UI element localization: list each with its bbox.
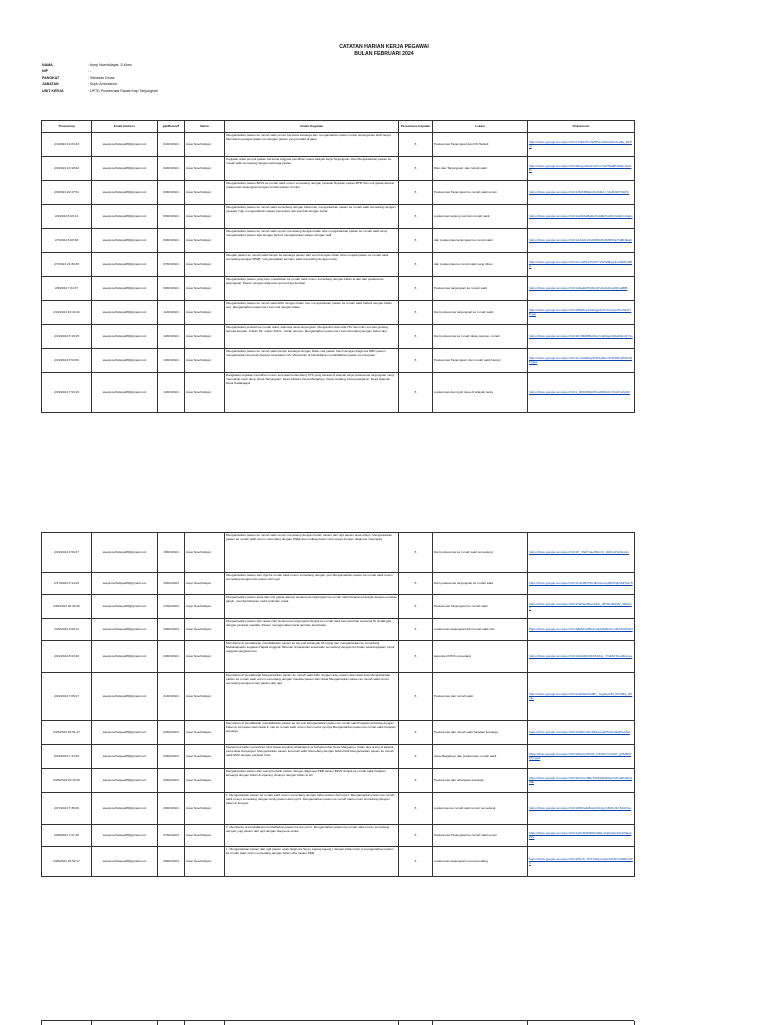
location-cell: Puskesmas Tanjungsari ke rumah sakit — [433, 595, 528, 619]
date-cell: 21/02/2024 — [158, 673, 185, 721]
table-row — [42, 673, 635, 721]
documentation-link[interactable]: https://drive.google.com/open?id=14GeEhHQ3rpQIVdsKu6rvaXjfmqBfB — [529, 285, 628, 290]
email-cell: asepnoerhidayat05@gmail.com — [92, 769, 158, 793]
percentage-cell: 5 — [399, 277, 433, 301]
name-cell: Asep Noerhidayat, — [185, 641, 225, 673]
timestamp-cell: 2/12/2024 16:10:41 — [42, 301, 92, 325]
email-cell: asepnoerhidayat05@gmail.com — [92, 793, 158, 825]
timestamp-cell: 2/25/2024 20:11:03 — [42, 769, 92, 793]
description-cell: Membantu di pendaftaran mendaftarkan pasien ke tpp poli Mengantarkan pasien ke rumah sakit harapan keluarga dengan bidan ai siti pasien dari rawat in nap ke rumah sakit umum dan mama nyonya Mengantarkan pasien ke rumah sakit harapan keluarga — [225, 721, 399, 745]
documentation-link[interactable]: https://drive.google.com/open?id=1EVgnx6G47aTnmmVHKiaBfvfRbuJbsOPi — [529, 163, 632, 172]
documentation-link[interactable]: https://drive.google.com/open?id=1qfVJW9IfDSbe9ELq7gFtwSoK9oPzEsaZsV — [529, 830, 632, 839]
location-cell: puskesmas tanjungsari dan rumah sakit nitu — [433, 619, 528, 641]
email-cell: asepnoerhidayat05@gmail.com — [92, 595, 158, 619]
percentage-cell: 5 — [399, 825, 433, 847]
percentage-cell: 5 — [399, 325, 433, 349]
table-row — [42, 595, 635, 619]
info-label: NAMA — [42, 63, 53, 67]
date-cell: 11/02/2024 — [158, 301, 185, 325]
percentage-cell: 5 — [399, 229, 433, 253]
date-cell: 02/02/2024 — [158, 157, 185, 181]
employee-info — [42, 62, 158, 94]
location-cell: Puskesmas Tanjungsari ke rumah sakit umum — [433, 825, 528, 847]
email-cell: asepnoerhidayat05@gmail.com — [92, 373, 158, 413]
email-cell: asepnoerhidayat05@gmail.com — [92, 673, 158, 721]
date-cell: 27/02/2024 — [158, 825, 185, 847]
percentage-cell: 5 — [399, 253, 433, 277]
description-cell: Rangkaian kegiatan pemilihan umum serentak berlambang TPS yang berada di wilayah kerja puskesmas tanjungsari yang mencakup tujuh desa, Desa Tanjungsari, Desa Jatisari, Desa Margaluyu, Desa Gudang, Desa pasigaron, Desa Gijanda, Desa Kadakajaya — [225, 373, 399, 413]
location-cell: Puskesmas dan rumah sakit — [433, 673, 528, 721]
table-row — [42, 157, 635, 181]
location-cell: kapanian KPKS sumedang — [433, 641, 528, 673]
documentation-cell — [528, 595, 635, 619]
name-cell: Asep Noerhidayat, — [185, 133, 225, 157]
location-cell: Puskesmas Tanjungsari dan RS Harkell — [433, 133, 528, 157]
documentation-cell — [528, 229, 635, 253]
documentation-cell — [528, 573, 635, 595]
date-cell: 05/02/2024 — [158, 205, 185, 229]
table-row — [42, 769, 635, 793]
location-cell: desa Margaluyu dan puskesmas, rumah sakit — [433, 745, 528, 769]
table-row — [42, 847, 635, 877]
documentation-link[interactable]: https://drive.google.com/open?id=1jBZsCsPBnFo3jAlbf3Ed3YmRXPOP9Pd — [529, 626, 633, 631]
email-cell: asepnoerhidayat05@gmail.com — [92, 573, 158, 595]
email-cell: asepnoerhidayat05@gmail.com — [92, 745, 158, 769]
description-cell: Mengantarkan pasien yang baru melahirkan ke rumah sakit umum sumedang dengan bidan ai dan dari puskesmas tanjungsari. Pasien dengan diagnosis gemeli bayi kembar. — [225, 277, 399, 301]
name-cell: Asep Noerhidayat, — [185, 769, 225, 793]
documentation-link[interactable]: https://drive.google.com/open?id=1PxfMZDBwPuuYcqDIqgmF4a8dcnQY3u — [529, 333, 633, 338]
email-cell: asepnoerhidayat05@gmail.com — [92, 205, 158, 229]
name-cell: Asep Noerhidayat, — [185, 229, 225, 253]
description-cell: Mengantarkan pasien ke rumah sakit AMC dengan bidan mia, mengantarkan pasien ke rumah sakit harkell dengan bidan ami. Mengantarkan pasien ke rsud smd dengan bidan. — [225, 301, 399, 325]
name-cell: Asep Noerhidayat, — [185, 573, 225, 595]
location-cell: puskesmas tanjungsari rsud sumedang — [433, 847, 528, 877]
documentation-link[interactable]: https://drive.google.com/open?id=1IEQcyHKCR_U3V8ccYvvsF8_yjAMMXfQQ-gyA — [529, 751, 632, 760]
name-cell: Asep Noerhidayat, — [185, 847, 225, 877]
percentage-cell: 5 — [399, 721, 433, 745]
date-cell: 20/02/2024 — [158, 641, 185, 673]
next-page-table-edge — [41, 1020, 634, 1025]
description-cell: Mengantarkan pasien ke rumah sakit umum sumedang dengan bidan sihe mengantarkan pasien ke rumah sakit lendy mengantarkan pasien aga dengan fardow mengantarkan pasien dengan wali — [225, 229, 399, 253]
name-cell: Asep Noerhidayat, — [185, 301, 225, 325]
timestamp-cell: 2/2/2024 10:18:32 — [42, 157, 92, 181]
name-cell: Asep Noerhidayat, — [185, 181, 225, 205]
name-cell: Asep Noerhidayat, — [185, 825, 225, 847]
description-cell: 1. Mengantarkan pasien ke rumah sakit umum sumedang dengan bidan pasien dari ugd 2. Mengantarkan pasien ke rumah sakit umum sumedang dengan lendy pasien dari ugd 3. Mengantarkan pasien ke rumah sakit umum sumedang dengan bidan ai kenyani — [225, 793, 399, 825]
description-cell: Membantu di pendaftaran Mengantarkan pasien ke rumah sakit AMC dengan ada, pasien dari rawat inap Mengantarkan pasien ke rumah sakit umum sumedang dengan maulida pasien dari rawat Mengantarkan pasien ke rumah sakit umum sumedang dengan lendy pasien dari ugd — [225, 673, 399, 721]
description-cell: Mengantarkan pasien BPJS ke rumah sakit umum sumedang dengan perawat Rujukan pasien BHP dan unit gawat darurat puskesmas tanjungsari dengan kondisi pasien di infus — [225, 181, 399, 205]
documentation-link[interactable]: https://drive.google.com/open?id=1DvfrUchBeTcSZdqhWAauoVfnaRhuETqWE — [529, 775, 633, 784]
description-cell: Menjadi pasien ke rumah sakit hampir ke keluarga pasien dari worrd dengan bidan siha menjadi pasien ke rumah sakit sumedang dengan WWB, menyampaikan kemarin sakit sumedang dengan lendy. — [225, 253, 399, 277]
name-cell: Asep Noerhidayat, — [185, 745, 225, 769]
table-row — [42, 205, 635, 229]
documentation-cell — [528, 533, 635, 573]
date-cell: 07/02/2024 — [158, 253, 185, 277]
description-cell: Kegiatan antar jemput pasien bersama anggota pemilihan suara wilayah kerja Tanjungsari. Dan Mengantarkan pasien ke rumah sakit sumedang dengan keluarga pasien. — [225, 157, 399, 181]
documentation-link[interactable]: https://drive.google.com/open?id=1mDJ8DT5VJEVGGxuglMXfnjFMdf7tAY8 — [529, 580, 633, 585]
date-cell: 15/02/2024 — [158, 533, 185, 573]
documentation-link[interactable]: https://drive.google.com/open?id=1wi4bKaBgELPnA9ETvs0VOxnEXxUgEu — [529, 213, 633, 218]
documentation-cell — [528, 619, 635, 641]
header-location: Lokasi — [433, 121, 528, 133]
documentation-cell — [528, 133, 635, 157]
timestamp-cell: 2/23/2024 23:51:27 — [42, 721, 92, 745]
table-header-row — [42, 121, 635, 133]
documentation-link[interactable]: https://drive.google.com/open?id=1Hthfwp0FeUHLh_dPHbURtjNlV_0DNovY — [529, 601, 632, 610]
table-row — [42, 301, 635, 325]
table-row — [42, 721, 635, 745]
percentage-cell: 5 — [399, 673, 433, 721]
email-cell: asepnoerhidayat05@gmail.com — [92, 157, 158, 181]
description-cell: Mengantarkan pasien ke rumah sakit umum bersama keluarga dan mengantarkan pasien untuk penanganan lebih lanjut. Membantu petugas dalam menangani pasien yang berada di jalan. — [225, 133, 399, 157]
timestamp-cell: 2/28/2024 23:52:17 — [42, 847, 92, 877]
timestamp-cell: 2/14/2024 5:54:50 — [42, 349, 92, 373]
documentation-cell — [528, 769, 635, 793]
info-value: : Sebasan Dinas — [88, 75, 115, 80]
percentage-cell: 5 — [399, 641, 433, 673]
employee-info-row — [42, 88, 158, 94]
date-cell: 19/02/2024 — [158, 619, 185, 641]
name-cell: Asep Noerhidayat, — [185, 533, 225, 573]
percentage-cell: 5 — [399, 619, 433, 641]
timestamp-cell: 2/21/2024 8:03:46 — [42, 641, 92, 673]
page-2 — [0, 532, 768, 1024]
info-value: : - — [88, 69, 92, 74]
name-cell: Asep Noerhidayat, — [185, 349, 225, 373]
info-label: PANGKAT — [42, 75, 60, 80]
description-cell: Mengantarkan pasien ke rumah sakit hampir keluarga dengan bidan nita pasien hamil dengan diagnosa DBD pasien mengantarkan kerumah Jamiam kesehatan rsh. Membantu di pendaftaran mendaftarkan pasien ke komputer — [225, 349, 399, 373]
documentation-cell — [528, 373, 635, 413]
location-cell: Puskesmas tanjungsari ke rumah sakit — [433, 277, 528, 301]
percentage-cell: 5 — [399, 373, 433, 413]
location-cell: Dari puskesmas tanjungsari ke rumah sakit — [433, 301, 528, 325]
location-cell: dari puskesmas ke rumah sakit yang dituju — [433, 253, 528, 277]
timestamp-cell: 2/15/2024 7:53:16 — [42, 373, 92, 413]
documentation-cell — [528, 181, 635, 205]
description-cell: Mengantarkan pasien dan rawat inap puskesmas tanjungsari dirujuk ke rumah sakit kemoterahan bersama Di Gudangka dengan perawat maulida. Pasien menggunakan kartu jaminan kesehatan — [225, 619, 399, 641]
table-row — [42, 573, 635, 595]
documentation-link[interactable]: https://drive.google.com/open?id=1_l9KDFBdpPKwd6RlL0nYFqXYvZA9X — [529, 389, 630, 394]
page-1 — [0, 0, 768, 468]
date-cell: 06/02/2024 — [158, 229, 185, 253]
documentation-cell — [528, 349, 635, 373]
header-percentage: Persentase Capaian — [399, 121, 433, 133]
table-row — [42, 793, 635, 825]
percentage-cell: 5 — [399, 133, 433, 157]
description-cell: Mengantarkan pasien dan ruang bersalin pasien dengan diagnosa PEB pasien BPJS dirujuk ke rumah sakit harapan keluarga dengan bidan di sipasing clinanye dengan bidan ai siti — [225, 769, 399, 793]
info-value: : Supir Ambulance — [88, 82, 118, 87]
documentation-cell — [528, 721, 635, 745]
location-cell: Rian dan Tanjungsari, dan rumah sakit — [433, 157, 528, 181]
table-row — [42, 641, 635, 673]
timestamp-cell: 2/18/2024 20:29:46 — [42, 595, 92, 619]
date-cell: 01/02/2024 — [158, 133, 185, 157]
documentation-cell — [528, 825, 635, 847]
timestamp-cell: 2/3/2024 20:47:51 — [42, 181, 92, 205]
activity-table — [41, 120, 635, 413]
table-row — [42, 349, 635, 373]
percentage-cell: 5 — [399, 847, 433, 877]
date-cell: 28/02/2024 — [158, 847, 185, 877]
name-cell: Asep Noerhidayat, — [185, 205, 225, 229]
description-cell: 1. Mengantarkan pasien dari ugd pasien anak diagnosa Step ( kejang kejang ) dengan bidan intan 2.mengantarkan pasien ke rumah sakit umum sumedang dengan bidan siha pasien PEB — [225, 847, 399, 877]
table-row — [42, 277, 635, 301]
email-cell: asepnoerhidayat05@gmail.com — [92, 277, 158, 301]
date-cell: 25/02/2024 — [158, 769, 185, 793]
timestamp-cell: 2/22/2024 7:05:27 — [42, 673, 92, 721]
percentage-cell: 5 — [399, 745, 433, 769]
email-cell: asepnoerhidayat05@gmail.com — [92, 301, 158, 325]
header-timestamp: Timestamp — [42, 121, 92, 133]
name-cell: Asep Noerhidayat, — [185, 253, 225, 277]
description-cell: Mengantarkan pasien ke rumah sakit umum sumedang dengan bersih pasien dari ugd pasien anak effays. Mengantarkan pasien ke rumah sakit umum sumedang dengan Wafik dan mutkaa pasien dari sesap dengan diagnosa meningitis — [225, 533, 399, 573]
activity-table-continued — [41, 532, 635, 877]
date-cell: 13/02/2024 — [158, 349, 185, 373]
info-label: JABATAN — [42, 82, 59, 87]
percentage-cell: 5 — [399, 181, 433, 205]
email-cell: asepnoerhidayat05@gmail.com — [92, 253, 158, 277]
info-label: UNIT KERJA — [42, 88, 64, 93]
percentage-cell: 5 — [399, 533, 433, 573]
header-documentation: Dokumensi — [528, 121, 635, 133]
documentation-link[interactable]: https://drive.google.com/open?id=1iL0Adlnr4VAiRWrDNIMRMhoTlaBNEqQ — [529, 237, 632, 242]
header-email: Email Address — [92, 121, 158, 133]
timestamp-cell: 2/13/2024 5:16:25 — [42, 325, 92, 349]
description-cell: Membantu di pendaftaran mendaftarkan pasien ke tpp poli sebanyak 35 orang dan mengantarkan ke sumedang Melaksanakan kegiatan Hapak Anggota Tahunan di kapanian kesehatan sumedang dengan ibu bidan pelantingkatan mpok anggota pangantonom — [225, 641, 399, 673]
location-cell: Puskesmas dan rsharapan keluarga — [433, 769, 528, 793]
percentage-cell: 5 — [399, 793, 433, 825]
timestamp-cell: 2/1/2024 10:23:33 — [42, 133, 92, 157]
location-cell: Dari puskesmas ke rumah duka, kenpan, rumah — [433, 325, 528, 349]
date-cell: 12/02/2024 — [158, 325, 185, 349]
documentation-cell — [528, 673, 635, 721]
percentage-cell: 5 — [399, 595, 433, 619]
name-cell: Asep Noerhidayat, — [185, 673, 225, 721]
percentage-cell: 5 — [399, 573, 433, 595]
documentation-cell — [528, 277, 635, 301]
date-cell: 22/02/2024 — [158, 721, 185, 745]
documentation-cell — [528, 253, 635, 277]
documentation-link[interactable]: https://drive.google.com/open?id=1KBrfavEfbwqcSCcjjyG5bKUfLYMmFGu — [529, 805, 632, 810]
date-cell: 26/02/2024 — [158, 793, 185, 825]
email-cell: asepnoerhidayat05@gmail.com — [92, 641, 158, 673]
table-row — [42, 253, 635, 277]
percentage-cell: 5 — [399, 301, 433, 325]
percentage-cell: 5 — [399, 769, 433, 793]
location-cell: Puskesmas dan rumah sakit harapan keluarga — [433, 721, 528, 745]
documentation-link[interactable]: https://drive.google.com/open?id=1mmdNIwThGPYVFHeBhgL1ouMMrhu8fG — [529, 259, 633, 268]
header-description: Uraian Kegiatan — [225, 121, 399, 133]
email-cell: asepnoerhidayat05@gmail.com — [92, 721, 158, 745]
percentage-cell: 5 — [399, 157, 433, 181]
date-cell: 08/02/2024 — [158, 277, 185, 301]
location-cell: Dari puskesmas tanjungsari ke rumah sakit — [433, 573, 528, 595]
description-cell: Mengantarkan pasien anak dari unit gawat darurat puskesmas tanjungsari ke rumah sakit harapan keluarga dengan perawat gingin, memberitahukan mobil ambulan rusak — [225, 595, 399, 619]
documentation-cell — [528, 641, 635, 673]
table-row — [42, 619, 635, 641]
documentation-cell — [528, 301, 635, 325]
email-cell: asepnoerhidayat05@gmail.com — [92, 325, 158, 349]
timestamp-cell: 2/17/2024 5:14:23 — [42, 573, 92, 595]
documentation-cell — [528, 847, 635, 877]
timestamp-cell: 2/28/2024 7:21:48 — [42, 825, 92, 847]
documentation-link[interactable]: https://drive.google.com/open?id=1s2f4S2XCaBY_GqyEyCiM_5zHzBA_KKuLy — [529, 691, 633, 700]
email-cell: asepnoerhidayat05@gmail.com — [92, 825, 158, 847]
document-title: CATATAN HARIAN KERJA PEGAWAI — [339, 44, 429, 50]
description-cell: Mengantarkan pasien dari Ugd ke rumah sakit umum sumedang dengan yeni Mengantarkan pasien ke rumah sakit umum sumedang dengan bite pasien dari ugd — [225, 573, 399, 595]
info-value: : Asep Noerhidayat, S.Kkes — [88, 63, 132, 67]
timestamp-cell: 2/16/2024 4:56:37 — [42, 533, 92, 573]
table-row — [42, 229, 635, 253]
timestamp-cell: 2/7/2024 21:30:38 — [42, 253, 92, 277]
location-cell: puskesmas tanjung sari dan rumah sakit — [433, 205, 528, 229]
percentage-cell: 5 — [399, 205, 433, 229]
timestamp-cell: 2/9/2024 7:32:07 — [42, 277, 92, 301]
table-row — [42, 825, 635, 847]
table-row — [42, 373, 635, 413]
documentation-cell — [528, 793, 635, 825]
documentation-cell — [528, 745, 635, 769]
info-label: NIP — [42, 69, 48, 74]
documentation-link[interactable]: https://drive.google.com/open?id=1P_3hiZYda-r5RmVl_zRtF1sHoNLsGn — [529, 549, 629, 554]
date-cell: 14/02/2024 — [158, 373, 185, 413]
date-cell: 24/02/2024 — [158, 745, 185, 769]
description-cell: Mengantarkan jenazah ke rumah duka, warnanti desa tanjungsari. Mengambil obat obat HIV dan infus set dari gudang farmasi kenpan. Cairan RL, cairan NACL, cairan asmine. Mengantarkan pasien ke rsud sumedang dengan bidan sihe — [225, 325, 399, 349]
percentage-cell: 5 — [399, 349, 433, 373]
location-cell: puskesmas dan tujuh desa di wilayah kerja — [433, 373, 528, 413]
location-cell: Puskesmas Tanjungsari ke rumah sakit umum — [433, 181, 528, 205]
date-cell: 16/02/2024 — [158, 573, 185, 595]
name-cell: Asep Noerhidayat, — [185, 277, 225, 301]
documentation-link[interactable]: https://drive.google.com/open?id=1mmtwEfIqp9vRSyBAmTt45HDzyP6HvRPQgA — [529, 355, 633, 364]
email-cell: asepnoerhidayat05@gmail.com — [92, 181, 158, 205]
documentation-link[interactable]: https://drive.google.com/open?id=1PSJ3_TFXTdsgUcsqfeh1p8mrN4RbxSPu — [529, 856, 633, 865]
location-cell: dari puskesmas tanjungsari ke rumah sakit — [433, 229, 528, 253]
email-cell: asepnoerhidayat05@gmail.com — [92, 229, 158, 253]
table-row — [42, 133, 635, 157]
location-cell: Puskesmas Tanjungsari, dan rumah sakit hampir — [433, 349, 528, 373]
timestamp-cell: 2/24/2024 7:34:39 — [42, 745, 92, 769]
documentation-link[interactable]: https://drive.google.com/open?id=1TxBbYFLiN25IVmvRxNoPw7xe8q_RTPnt — [529, 139, 632, 148]
email-cell: asepnoerhidayat05@gmail.com — [92, 619, 158, 641]
documentation-cell — [528, 205, 635, 229]
documentation-cell — [528, 157, 635, 181]
location-cell: puskesmas ke rumah sakit umum sumedang — [433, 793, 528, 825]
documentation-cell — [528, 325, 635, 349]
timestamp-cell: 2/20/2024 6:08:11 — [42, 619, 92, 641]
documentation-link[interactable]: https://drive.google.com/open?id=1RWZeLPGEagjsTeXcXJyrpp4HmfsD7YPzge — [529, 307, 632, 316]
description-cell: 1. Membantu di pendaftaran mendaftarkan pasien ke tpp poli 2. Mengantarkan pasien ke rumah sakit umum sumedang dengan yugi pasien dari ugd dengan diagnosa stroke — [225, 825, 399, 847]
document-subtitle: BULAN FEBRUARI 2024 — [354, 50, 414, 57]
name-cell: Asep Noerhidayat, — [185, 793, 225, 825]
info-value: : UPTD Puskesmas Rawat Inap Tanjungsari — [88, 88, 158, 93]
email-cell: asepnoerhidayat05@gmail.com — [92, 847, 158, 877]
email-cell: asepnoerhidayat05@gmail.com — [92, 533, 158, 573]
table-row — [42, 745, 635, 769]
timestamp-cell: 2/7/2024 8:48:38 — [42, 229, 92, 253]
documentation-link[interactable]: https://drive.google.com/open?id=1Q0Rm4fC4hDnu1olRTN4ca9g8zuL8iA — [529, 729, 631, 734]
name-cell: Asep Noerhidayat, — [185, 721, 225, 745]
table-row — [42, 325, 635, 349]
email-cell: asepnoerhidayat05@gmail.com — [92, 133, 158, 157]
timestamp-cell: 2/27/2024 7:38:29 — [42, 793, 92, 825]
documentation-link[interactable]: https://drive.google.com/open?id=1lAbAjKDUFFfUjXqt_Yh2k6zTsvuMkvxee — [529, 653, 633, 658]
table-row — [42, 533, 635, 573]
location-cell: Dari puskesmas ke rumah sakit sumedang — [433, 533, 528, 573]
description-cell: Menjemput bidan pemeriksa mpsl lokasi kosobay ahpanigrup di Sungkunobar Desa Margaluyu, bidan dua orang di kawula pemeriksa kunjungari. Mengantarkan pasien kerumah sakit Sumedang dengan bidan Dilla Mengantarkan pasien ke rumah sakit AMC dengan perawat Yuliu — [225, 745, 399, 769]
description-cell: Mengantarkan pasien ke rumah sakit sumedang dengan bidan ida, mengantarkan pasien ke rumah sakit sumedang dengan perawat Yugi, mengantarkan pasien kemenkes dan kembali dengan sehat — [225, 205, 399, 229]
email-cell: asepnoerhidayat05@gmail.com — [92, 349, 158, 373]
header-name: Nama — [185, 121, 225, 133]
name-cell: Asep Noerhidayat, — [185, 595, 225, 619]
name-cell: Asep Noerhidayat, — [185, 373, 225, 413]
name-cell: Asep Noerhidayat, — [185, 619, 225, 641]
name-cell: Asep Noerhidayat, — [185, 325, 225, 349]
timestamp-cell: 2/4/2024 6:19:13 — [42, 205, 92, 229]
date-cell: 17/02/2024 — [158, 595, 185, 619]
date-cell: 03/02/2024 — [158, 181, 185, 205]
header-date: gal/Bulan/T — [158, 121, 185, 133]
name-cell: Asep Noerhidayat, — [185, 157, 225, 181]
documentation-link[interactable]: https://drive.google.com/open?id=1z8cFBNEkJGXbZuU_hjw6OWYNpPU — [529, 189, 630, 194]
table-row — [42, 181, 635, 205]
